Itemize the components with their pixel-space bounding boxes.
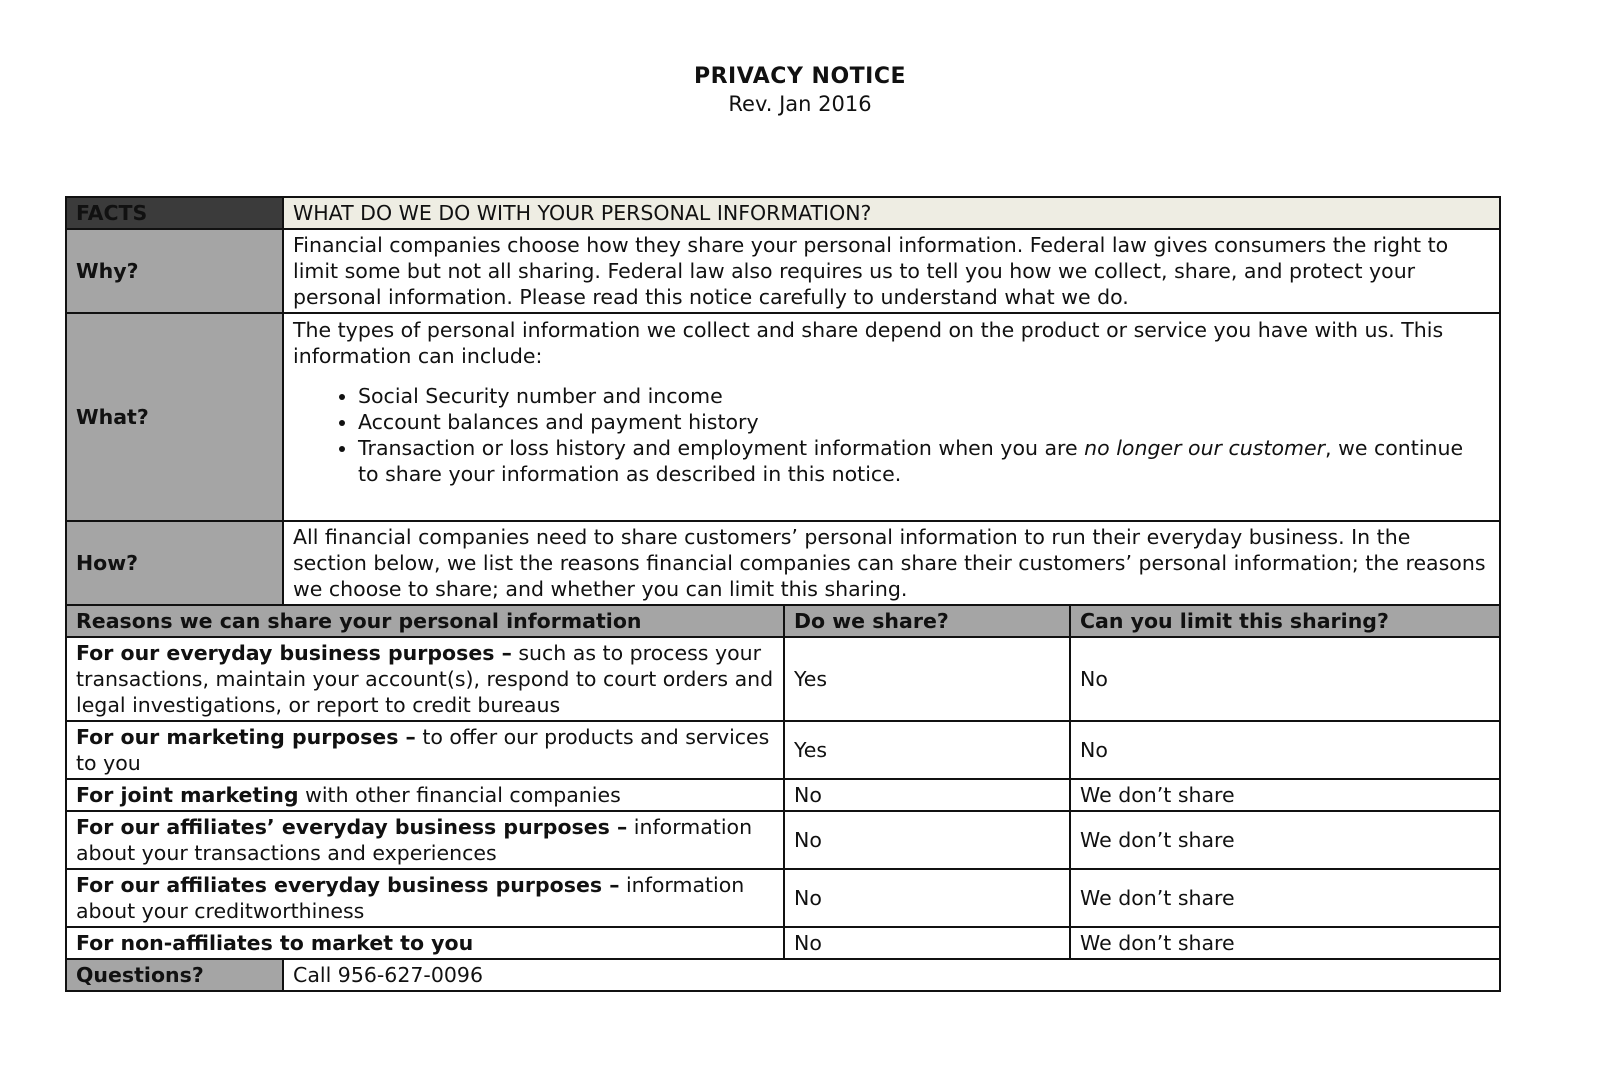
why-text: Financial companies choose how they share your personal information. Federal law gives consumers the right to limit some but not all sharing. Federal law also requires us to tell you how we collect, share, and protect your personal information. Please read this notice carefully to understand what we do. — [283, 229, 1500, 313]
facts-row — [66, 197, 1500, 229]
list-item: • Social Security number and income — [358, 383, 1490, 409]
why-label: Why? — [66, 229, 283, 313]
list-item-text: , we continue to share your information as described in this notice. — [358, 436, 1464, 486]
reason-bold: For our affiliates’ everyday business purposes – — [76, 815, 628, 839]
reason-text: with other financial companies — [298, 783, 621, 807]
questions-label: Questions? — [66, 959, 283, 991]
reason-bold: For non-affiliates to market to you — [76, 931, 474, 955]
list-item — [358, 435, 1490, 487]
table-row — [66, 869, 1500, 927]
reason-cell — [66, 811, 784, 869]
how-text: All financial companies need to share customers’ personal information to run their everyday business. In the section below, we list the reasons financial companies can share their customers’ personal information; the reasons we choose to share; and whether you can limit this sharing. — [283, 521, 1500, 605]
reason-bold: For joint marketing — [76, 783, 299, 807]
facts-label: FACTS — [66, 197, 283, 229]
table-row — [66, 779, 1500, 811]
questions-phone: Call 956-627-0096 — [283, 959, 1500, 991]
limit-cell: We don’t share — [1070, 869, 1500, 927]
what-intro: The types of personal information we collect and share depend on the product or service you have with us. This information can include: — [293, 318, 1444, 368]
reasons-header-row — [66, 605, 1500, 637]
reason-cell — [66, 927, 784, 959]
table-row — [66, 811, 1500, 869]
limit-cell: We don’t share — [1070, 811, 1500, 869]
column-header-share: Do we share? — [784, 605, 1070, 637]
questions-row — [66, 959, 1500, 991]
document-title: PRIVACY NOTICE — [693, 64, 907, 89]
list-item: • Account balances and payment history — [358, 409, 1490, 435]
what-content — [283, 313, 1500, 521]
reason-cell — [66, 637, 784, 721]
reason-bold: For our marketing purposes – — [76, 725, 416, 749]
reason-cell — [66, 721, 784, 779]
privacy-notice-table — [65, 196, 1501, 992]
share-cell: Yes — [784, 637, 1070, 721]
limit-cell: We don’t share — [1070, 779, 1500, 811]
table-row — [66, 721, 1500, 779]
what-label: What? — [66, 313, 283, 521]
reason-text: information about your transactions and experiences — [76, 815, 753, 865]
facts-question: WHAT DO WE DO WITH YOUR PERSONAL INFORMATION? — [283, 197, 1500, 229]
list-item-emphasis: no longer our customer — [1084, 436, 1326, 460]
reason-bold: For our everyday business purposes – — [76, 641, 512, 665]
limit-cell: We don’t share — [1070, 927, 1500, 959]
limit-cell: No — [1070, 721, 1500, 779]
reason-bold: For our affiliates everyday business purposes – — [76, 873, 620, 897]
reason-cell — [66, 779, 784, 811]
what-list — [293, 383, 1490, 487]
limit-cell: No — [1070, 637, 1500, 721]
how-row — [66, 521, 1500, 605]
table-row — [66, 637, 1500, 721]
table-row — [66, 927, 1500, 959]
share-cell: No — [784, 811, 1070, 869]
what-row — [66, 313, 1500, 521]
revision-date: Rev. Jan 2016 — [728, 92, 872, 116]
reason-cell — [66, 869, 784, 927]
share-cell: Yes — [784, 721, 1070, 779]
share-cell: No — [784, 869, 1070, 927]
share-cell: No — [784, 779, 1070, 811]
reason-text: to offer our products and services to you — [76, 725, 770, 775]
column-header-reasons: Reasons we can share your personal information — [66, 605, 784, 637]
why-row — [66, 229, 1500, 313]
list-item-text: Transaction or loss history and employment information when you are — [358, 436, 1085, 460]
how-label: How? — [66, 521, 283, 605]
column-header-limit: Can you limit this sharing? — [1070, 605, 1500, 637]
share-cell: No — [784, 927, 1070, 959]
reason-text: such as to process your transactions, maintain your account(s), respond to court orders and legal investigations, or report to credit bureaus — [76, 641, 774, 717]
reason-text: information about your creditworthiness — [76, 873, 745, 923]
